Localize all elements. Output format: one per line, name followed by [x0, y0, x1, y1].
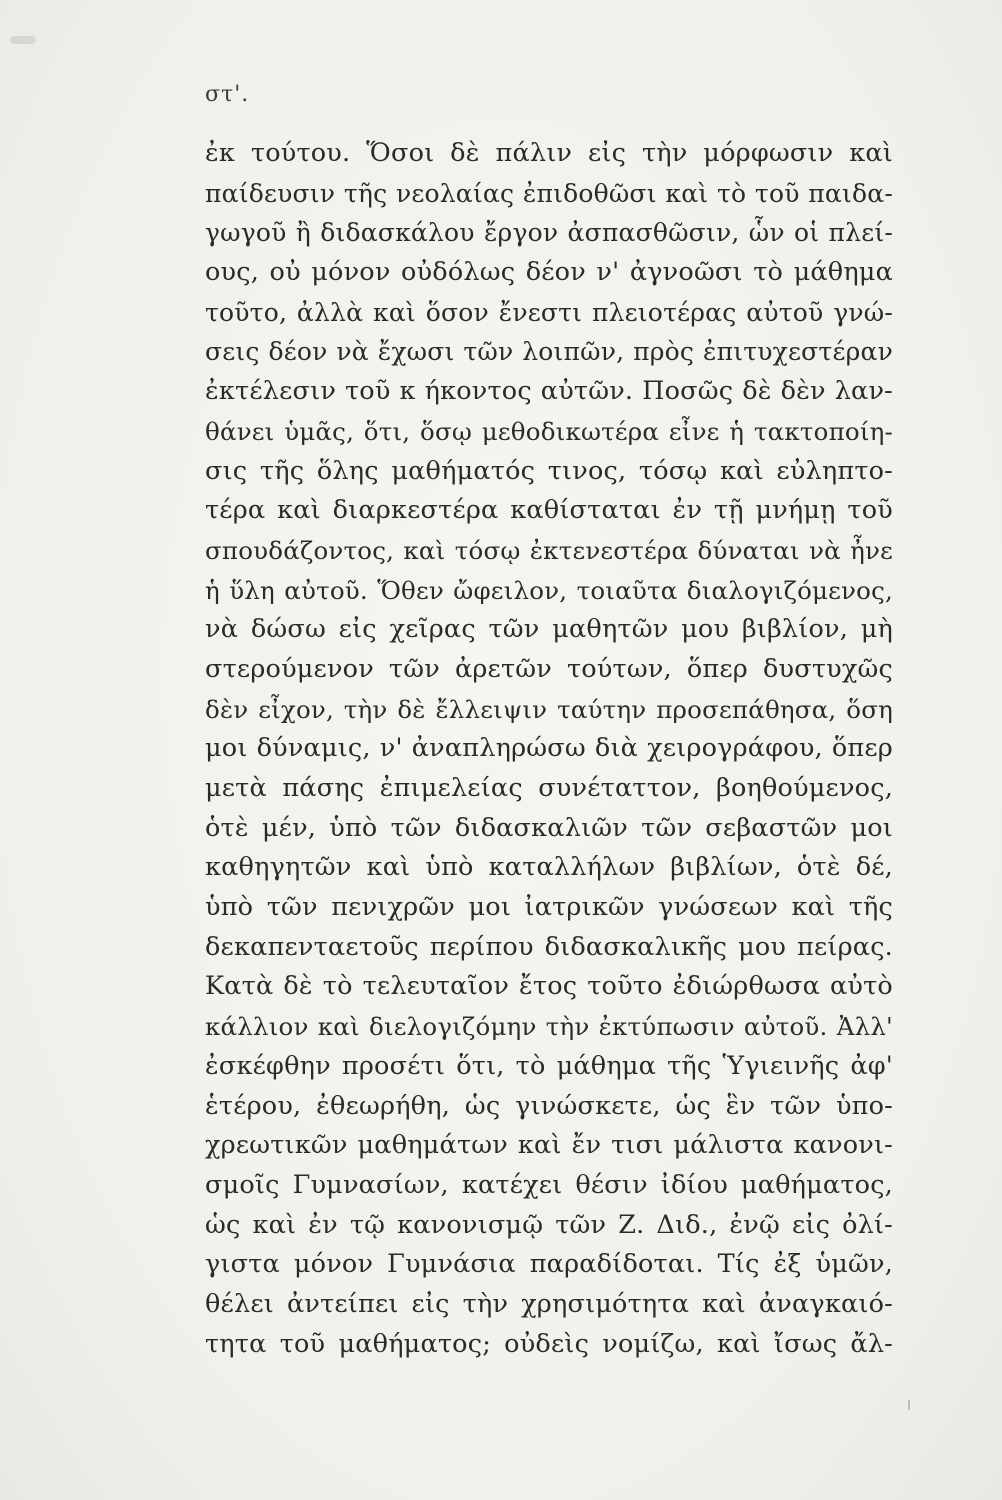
text-line: καθηγητῶν καὶ ὑπὸ καταλλήλων βιβλίων, ὁτὲ δέ, [205, 852, 893, 883]
scan-smudge [10, 36, 36, 44]
text-line: ἑτέρου, ἐθεωρήθη, ὡς γινώσκετε, ὡς ἓν τῶν ὑπο- [205, 1090, 893, 1121]
text-line: δεκαπενταετοῦς περίπου διδασκαλικῆς μου πείρας. [205, 931, 893, 962]
text-line: ὁτὲ μέν, ὑπὸ τῶν διδασκαλιῶν τῶν σεβαστῶν μοι [205, 812, 893, 843]
text-line: ὡς καὶ ἐν τῷ κανονισμῷ τῶν Ζ. Διδ., ἐνῷ εἰς ὀλί- [205, 1209, 893, 1240]
text-line: στερούμενον τῶν ἀρετῶν τούτων, ὅπερ δυστυχῶς [205, 653, 893, 684]
text-line: ἡ ὕλη αὐτοῦ. Ὅθεν ὤφειλον, τοιαῦτα διαλογιζόμενος, [205, 575, 893, 605]
text-line: σις τῆς ὅλης μαθήματός τινος, τόσῳ καὶ εὐληπτο- [205, 455, 893, 486]
text-line: γωγοῦ ἢ διδασκάλου ἔργον ἀσπασθῶσιν, ὧν οἱ πλεί- [205, 218, 893, 248]
text-line: ἐκ τούτου. Ὅσοι δὲ πάλιν εἰς τὴν μόρφωσιν καὶ [205, 138, 893, 168]
text-line: ους, οὐ μόνον οὐδόλως δέον ν' ἀγνοῶσι τὸ μάθημα [205, 257, 893, 288]
text-line: παίδευσιν τῆς νεολαίας ἐπιδοθῶσι καὶ τὸ τοῦ παιδα- [205, 178, 893, 208]
text-line: Κατὰ δὲ τὸ τελευταῖον ἔτος τοῦτο ἐδιώρθωσα αὐτὸ [205, 971, 893, 1002]
text-line: μετὰ πάσης ἐπιμελείας συνέταττον, βοηθούμενος, [205, 773, 893, 803]
text-line: τοῦτο, ἀλλὰ καὶ ὅσον ἔνεστι πλειοτέρας αὐτοῦ γνώ- [205, 297, 893, 327]
text-line: μοι δύναμις, ν' ἀναπληρώσω διὰ χειρογράφου, ὅπερ [205, 733, 893, 764]
text-line: νὰ δώσω εἰς χεῖρας τῶν μαθητῶν μου βιβλίον, μὴ [205, 614, 893, 645]
text-line: ἐκτέλεσιν τοῦ κ ήκοντος αὐτῶν. Ποσῶς δὲ δὲν λαν- [205, 376, 893, 407]
text-line: σεις δέον νὰ ἔχωσι τῶν λοιπῶν, πρὸς ἐπιτυχεστέραν [205, 337, 893, 367]
text-line: σπουδάζοντος, καὶ τόσῳ ἐκτενεστέρα δύναται νὰ ἦνε [205, 535, 893, 565]
page-marker: στ'. [205, 82, 250, 107]
text-line: χρεωτικῶν μαθημάτων καὶ ἔν τισι μάλιστα κανονι- [205, 1130, 893, 1161]
text-line: θάνει ὑμᾶς, ὅτι, ὅσῳ μεθοδικωτέρα εἶνε ἡ τακτοποίη- [205, 416, 893, 446]
text-line: κάλλιον καὶ διελογιζόμην τὴν ἐκτύπωσιν αὐτοῦ. Ἀλλ' [205, 1012, 893, 1042]
text-line: δὲν εἶχον, τὴν δὲ ἔλλειψιν ταύτην προσεπάθησα, ὅση [205, 694, 893, 724]
text-line: γιστα μόνον Γυμνάσια παραδίδοται. Τίς ἐξ ὑμῶν, [205, 1249, 893, 1280]
text-line: τέρα καὶ διαρκεστέρα καθίσταται ἐν τῇ μνήμῃ τοῦ [205, 495, 893, 526]
text-line: σμοῖς Γυμνασίων, κατέχει θέσιν ἰδίου μαθήματος, [205, 1169, 893, 1200]
text-line: θέλει ἀντείπει εἰς τὴν χρησιμότητα καὶ ἀναγκαιό- [205, 1288, 893, 1319]
text-line: τητα τοῦ μαθήματος; οὐδεὶς νομίζω, καὶ ἴσως ἄλ- [205, 1328, 893, 1359]
body-text [205, 134, 893, 1364]
scan-mark [908, 1400, 910, 1410]
text-line: ὑπὸ τῶν πενιχρῶν μοι ἰατρικῶν γνώσεων καὶ τῆς [205, 892, 893, 923]
text-line: ἐσκέφθην προσέτι ὅτι, τὸ μάθημα τῆς Ὑγιεινῆς ἀφ' [205, 1050, 893, 1081]
